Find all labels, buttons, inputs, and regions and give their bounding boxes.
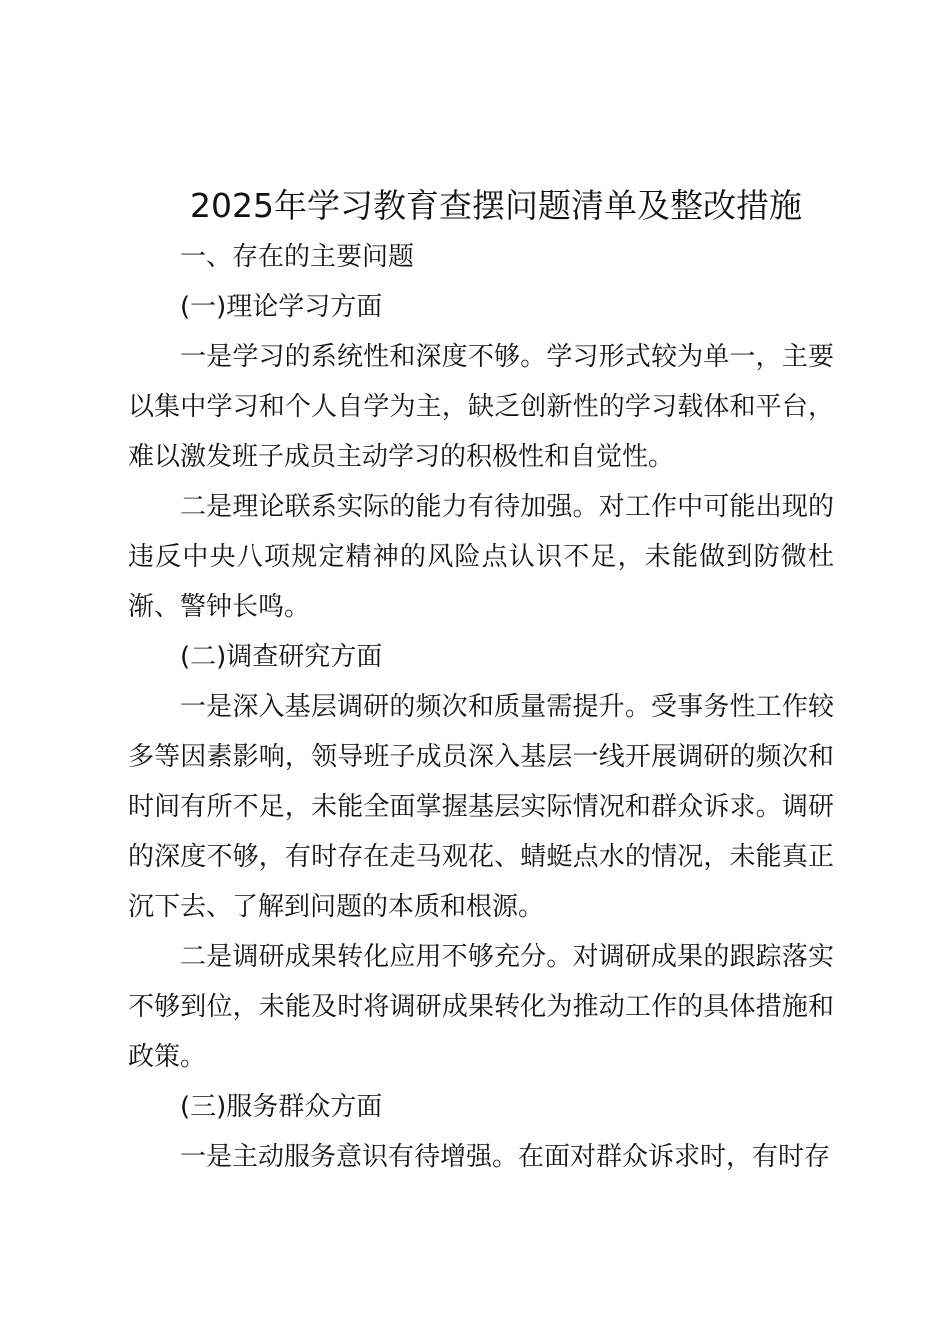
paragraph-theory-study-2: 二是理论联系实际的能力有待加强。对工作中可能出现的违反中央八项规定精神的风险点认识不足，未能做到防微杜渐、警钟长鸣。 [128, 492, 834, 622]
paragraph-research-1: 一是深入基层调研的频次和质量需提升。受事务性工作较多等因素影响，领导班子成员深入基层一线开展调研的频次和时间有所不足，未能全面掌握基层实际情况和群众诉求。调研的深度不够，有时存在走马观花、蜻蜓点水的情况，未能真正沉下去、了解到问题的本质和根源。 [128, 692, 834, 922]
document-title: 2025年学习教育查摆问题清单及整改措施 [190, 186, 802, 225]
paragraph-serving-public-1: 一是主动服务意识有待增强。在面对群众诉求时，有时存 [180, 1142, 831, 1172]
subsection-heading-theory-study: (一)理论学习方面 [180, 292, 383, 322]
paragraph-research-2: 二是调研成果转化应用不够充分。对调研成果的跟踪落实不够到位，未能及时将调研成果转化为推动工作的具体措施和政策。 [128, 942, 834, 1072]
paragraph-theory-study-1: 一是学习的系统性和深度不够。学习形式较为单一，主要以集中学习和个人自学为主，缺乏创新性的学习载体和平台，难以激发班子成员主动学习的积极性和自觉性。 [128, 342, 834, 472]
section-heading-main-problems: 一、存在的主要问题 [180, 242, 415, 272]
subsection-heading-research: (二)调查研究方面 [180, 642, 383, 672]
document-page [128, 180, 834, 1182]
subsection-heading-serving-public: (三)服务群众方面 [180, 1092, 383, 1122]
